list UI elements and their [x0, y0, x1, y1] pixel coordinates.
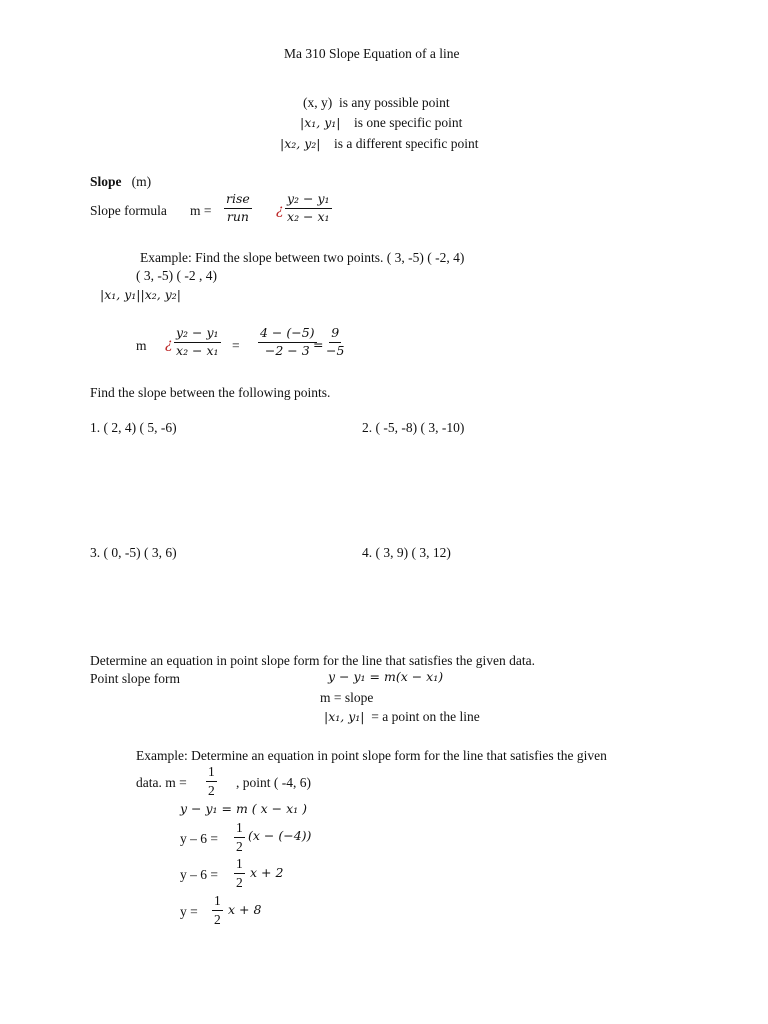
example1-text: Example: Find the slope between two points. ( 3, -5) ( -2, 4)	[140, 250, 465, 265]
point-slope-m-definition: m = slope	[320, 690, 374, 705]
example1-equals: =	[232, 338, 240, 353]
slope-heading	[90, 175, 151, 189]
slope-formula-fraction	[285, 193, 332, 223]
example1-substitution-fraction	[258, 327, 317, 357]
definition-desc: is a different specific point	[334, 136, 479, 151]
unrendered-symbol-mark: ¿	[276, 202, 284, 218]
half-denominator: 2	[236, 874, 243, 890]
problem-1: 1. ( 2, 4) ( 5, -6)	[90, 420, 177, 435]
example1-substitution-denominator: −2 − 3	[264, 342, 310, 358]
example2-text: Example: Determine an equation in point slope form for the line that satisfies the given	[136, 748, 607, 763]
example2-m-numerator: 1	[206, 765, 217, 782]
run-text: run	[226, 208, 249, 224]
example2-step4-right: x + 8	[228, 902, 262, 917]
example2-step2-left: y – 6 =	[180, 831, 218, 846]
example2-step3-right: x + 2	[250, 865, 284, 880]
example1-point-labels: |x₁, y₁||x₂, y₂|	[100, 287, 182, 302]
half-numerator: 1	[212, 894, 223, 911]
find-slope-prompt: Find the slope between the following points.	[90, 385, 331, 400]
slope-formula-numerator: y₂ − y₁	[285, 193, 332, 209]
example1-m: m	[136, 338, 147, 353]
example2-step3-left: y – 6 =	[180, 867, 218, 882]
point-slope-formula: y − y₁ = m(x − x₁)	[328, 669, 444, 684]
half-numerator: 1	[234, 857, 245, 874]
example2-m-fraction	[206, 765, 217, 797]
half-denominator: 2	[214, 911, 221, 927]
unrendered-symbol-mark: ¿	[165, 336, 173, 352]
example2-step4-half	[212, 894, 223, 926]
definition-second-point	[280, 137, 478, 151]
point-slope-point-text: = a point on the line	[371, 709, 480, 724]
example1-result-numerator: 9	[329, 327, 341, 343]
definition-any-point	[303, 96, 450, 110]
example1-equals2: =	[313, 337, 324, 352]
slope-symbol: (m)	[131, 174, 152, 189]
example1-formula-numerator: y₂ − y₁	[174, 327, 221, 343]
slope-formula-m: m =	[190, 203, 212, 218]
example2-step1: y − y₁ = m ( x − x₁ )	[180, 801, 308, 816]
example2-step3-half	[234, 857, 245, 889]
definition-term: |x₂, y₂|	[280, 136, 321, 151]
definition-first-point	[300, 116, 462, 130]
definition-desc: is any possible point	[339, 95, 450, 110]
point-slope-intro: Determine an equation in point slope form for the line that satisfies the given data.	[90, 653, 535, 668]
page-title: Ma 310 Slope Equation of a line	[284, 46, 460, 61]
point-slope-point-definition	[324, 710, 480, 724]
example2-step4-left: y =	[180, 904, 198, 919]
definition-desc: is one specific point	[354, 115, 463, 130]
rise-text: rise	[224, 193, 252, 209]
definition-term: |x₁, y₁|	[300, 115, 341, 130]
problem-2: 2. ( -5, -8) ( 3, -10)	[362, 420, 465, 435]
example2-data-label: data. m =	[136, 775, 187, 790]
point-slope-label: Point slope form	[90, 671, 180, 686]
problem-4: 4. ( 3, 9) ( 3, 12)	[362, 545, 451, 560]
example1-formula-denominator: x₂ − x₁	[176, 342, 219, 358]
example2-m-denominator: 2	[208, 782, 215, 798]
slope-formula-label: Slope formula	[90, 203, 167, 218]
example2-step2-right: (x − (−4))	[248, 828, 312, 843]
example1-result-fraction	[324, 327, 346, 357]
example2-point: , point ( -4, 6)	[236, 775, 311, 790]
point-slope-point-variable: |x₁, y₁|	[324, 709, 365, 724]
rise-over-run-fraction	[224, 193, 252, 223]
definition-term: (x, y)	[303, 95, 333, 110]
problem-3: 3. ( 0, -5) ( 3, 6)	[90, 545, 177, 560]
example1-formula-fraction	[174, 327, 221, 357]
example1-points: ( 3, -5) ( -2 , 4)	[136, 268, 217, 283]
example1-result-denominator: −5	[326, 342, 345, 358]
half-denominator: 2	[236, 838, 243, 854]
example2-step2-half	[234, 821, 245, 853]
example1-substitution-numerator: 4 − (−5)	[258, 327, 317, 343]
half-numerator: 1	[234, 821, 245, 838]
slope-heading-text: Slope	[90, 174, 122, 189]
slope-formula-denominator: x₂ − x₁	[287, 208, 330, 224]
